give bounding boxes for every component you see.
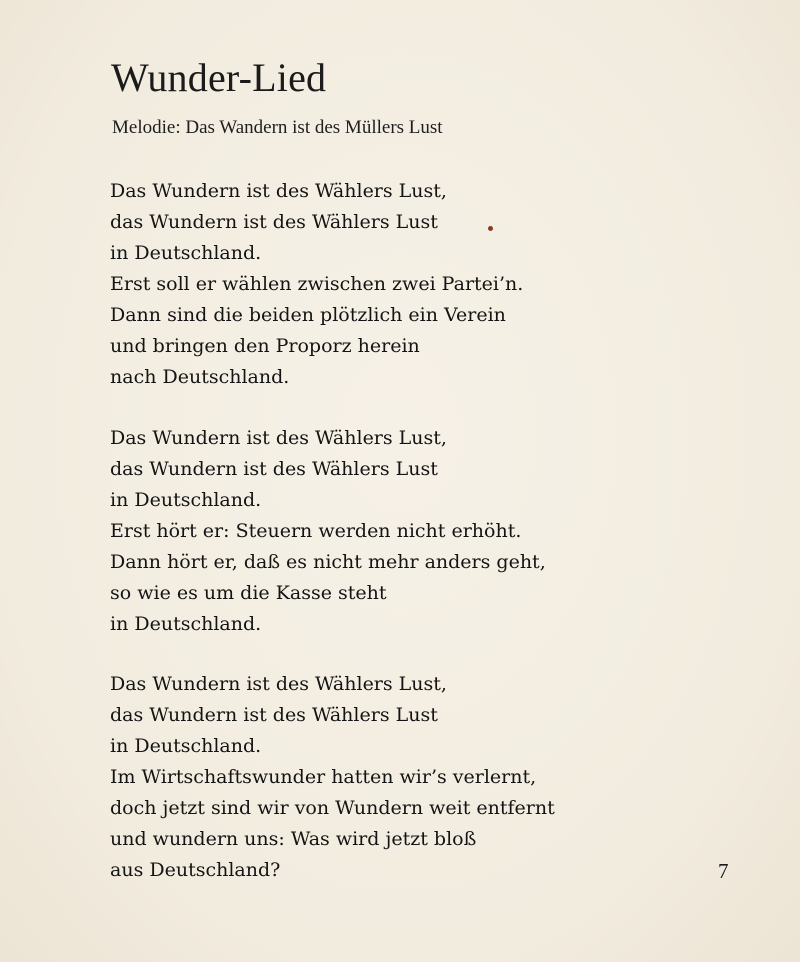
verse-line: in Deutschland. xyxy=(110,489,262,511)
verse-line: und wundern uns: Was wird jetzt bloß xyxy=(110,828,477,850)
verse-line: das Wundern ist des Wählers Lust xyxy=(110,458,438,480)
verse-line: nach Deutschland. xyxy=(110,366,290,388)
verse-line: Erst hört er: Steuern werden nicht erhöht. xyxy=(110,520,522,542)
ink-dot xyxy=(488,226,493,231)
verse-line: in Deutschland. xyxy=(110,735,262,757)
page-number: 7 xyxy=(718,859,729,883)
verse-line: Das Wundern ist des Wählers Lust, xyxy=(110,673,447,695)
verse-line: Das Wundern ist des Wählers Lust, xyxy=(110,427,447,449)
poem-title: Wunder-Lied xyxy=(111,55,327,100)
verse-line: Das Wundern ist des Wählers Lust, xyxy=(110,180,447,202)
verse-line: das Wundern ist des Wählers Lust xyxy=(110,704,438,726)
verse-line: Erst soll er wählen zwischen zwei Partei’n. xyxy=(110,273,524,295)
verse-line: und bringen den Proporz herein xyxy=(110,335,420,357)
verse-line: aus Deutschland? xyxy=(110,859,281,881)
verse-line: Dann hört er, daß es nicht mehr anders geht, xyxy=(110,551,546,573)
stanza-1 xyxy=(110,176,523,393)
stanza-3 xyxy=(110,669,555,886)
verse-line: doch jetzt sind wir von Wundern weit entfernt xyxy=(110,797,555,819)
verse-line: Dann sind die beiden plötzlich ein Verein xyxy=(110,304,506,326)
verse-line: das Wundern ist des Wählers Lust xyxy=(110,211,438,233)
stanza-2 xyxy=(110,423,546,640)
melody-subtitle: Melodie: Das Wandern ist des Müllers Lust xyxy=(112,117,443,138)
verse-line: in Deutschland. xyxy=(110,613,262,635)
verse-line: in Deutschland. xyxy=(110,242,262,264)
verse-line: Im Wirtschaftswunder hatten wir’s verlernt, xyxy=(110,766,537,788)
verse-line: so wie es um die Kasse steht xyxy=(110,582,387,604)
